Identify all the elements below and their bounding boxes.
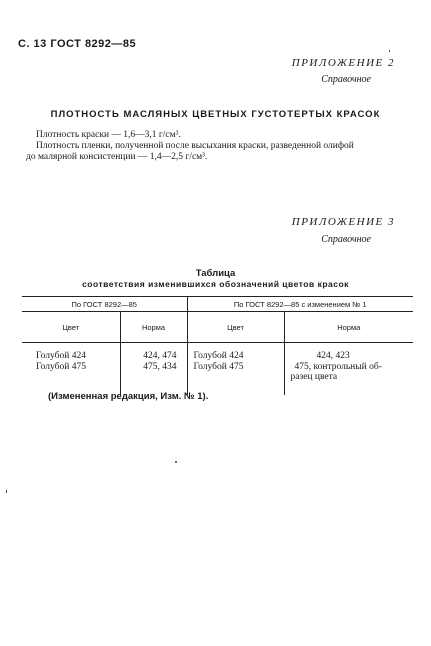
- cell-left-norms: [120, 343, 187, 395]
- group-header-amended: По ГОСТ 8292—85 с изменением № 1: [187, 297, 413, 312]
- cell-value: Голубой 424: [193, 351, 244, 361]
- page-header: С. 13 ГОСТ 8292—85: [18, 38, 137, 50]
- table-row: [22, 343, 413, 395]
- cell-value: 475, контрольный об-: [294, 361, 382, 372]
- cell-value: разец цвета: [290, 372, 338, 382]
- appendix-3-title: ПРИЛОЖЕНИЕ 3: [291, 216, 395, 228]
- revision-note: (Измененная редакция, Изм. № 1).: [48, 391, 209, 402]
- appendix-2-title: ПРИЛОЖЕНИЕ 2: [291, 57, 395, 69]
- cell-right-norms: [284, 343, 413, 395]
- scan-speck: [389, 50, 390, 52]
- paragraph-film-line-2: до малярной консистенции — 1,4—2,5 г/см³.: [26, 152, 208, 162]
- group-header-original: По ГОСТ 8292—85: [22, 297, 187, 312]
- cell-value: 475, 434: [143, 361, 177, 372]
- appendix-3-subtitle: Справочное: [321, 234, 371, 245]
- cell-value: Голубой 475: [36, 361, 86, 372]
- cell-left-colors: [22, 343, 120, 395]
- paragraph-film-line-1: Плотность пленки, полученной после высыхания краски, разведенной олифой: [36, 141, 354, 151]
- scan-speck: [175, 461, 177, 463]
- color-designation-table: [22, 296, 413, 395]
- section-title: ПЛОТНОСТЬ МАСЛЯНЫХ ЦВЕТНЫХ ГУСТОТЕРТЫХ КРАСОК: [50, 109, 381, 120]
- appendix-2-subtitle: Справочное: [321, 74, 371, 85]
- table-subtitle: соответствия изменившихся обозначений цветов красок: [82, 279, 349, 289]
- cell-right-colors: [187, 343, 284, 395]
- cell-value: 424, 423: [316, 351, 350, 361]
- col-header-norm-right: Норма: [284, 312, 413, 343]
- table-title: Таблица: [195, 268, 236, 279]
- cell-value: 424, 474: [143, 351, 177, 361]
- scan-speck: [6, 490, 7, 493]
- col-header-norm-left: Норма: [120, 312, 187, 343]
- col-header-color-left: Цвет: [22, 312, 120, 343]
- cell-value: Голубой 424: [36, 351, 86, 361]
- cell-value: Голубой 475: [193, 361, 244, 372]
- col-header-color-right: Цвет: [187, 312, 284, 343]
- paragraph-density: Плотность краски — 1,6—3,1 г/см³.: [36, 130, 181, 140]
